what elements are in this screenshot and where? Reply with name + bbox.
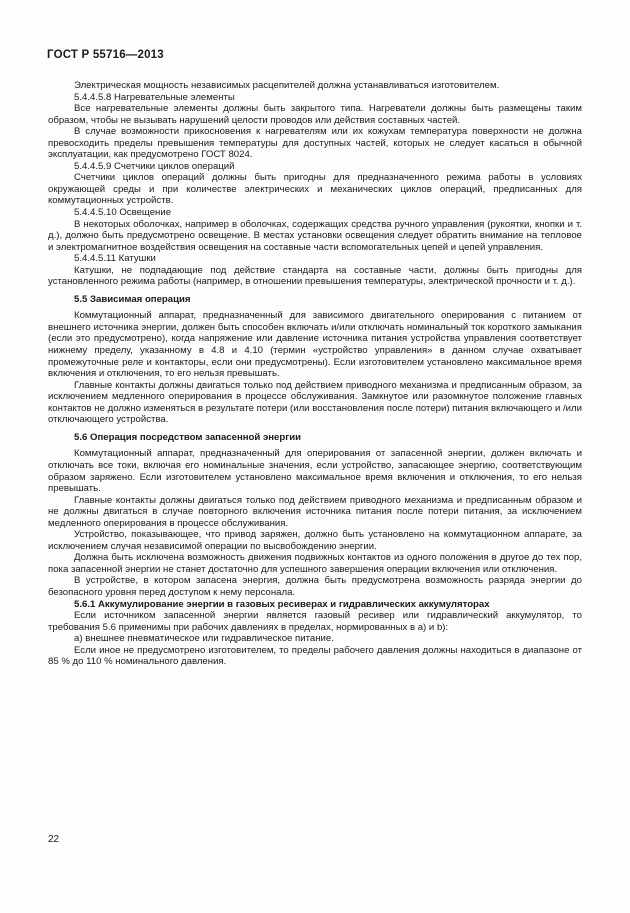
paragraph: В случае возможности прикосновения к нагревателям или их кожухам температура поверхности не должна превосходить пределы превышения температуры для доступных частей, которых не следует касаться в обычной эксплуатации, как предусмотрено ГОСТ 8024. bbox=[48, 126, 582, 161]
paragraph: Все нагревательные элементы должны быть закрытого типа. Нагреватели должны быть размещены таким образом, чтобы не вызывать нарушений целости проводов или действия составных частей. bbox=[48, 103, 582, 126]
paragraph: Катушки, не подпадающие под действие стандарта на составные части, должны быть пригодны для установленного режима работы (например, в отношении превышения температуры, электрической прочности и т. д.). bbox=[48, 264, 582, 288]
clause-heading: 5.4.4.5.9 Счетчики циклов операций bbox=[74, 160, 235, 172]
paragraph: Если источником запасенной энергии является газовый ресивер или гидравлический аккумулятор, то требования 5.6 применимы при рабочих давлениях в пределах, нормированных в а) и b): bbox=[48, 610, 582, 633]
paragraph: Счетчики циклов операций должны быть пригодны для предназначенного режима работы в условиях окружающей среды и при количестве электрических и механических циклов операций, предписанных для коммутационных устройств. bbox=[48, 172, 582, 207]
clause-heading: 5.4.4.5.10 Освещение bbox=[74, 207, 172, 219]
page-number: 22 bbox=[48, 834, 60, 845]
paragraph: Должна быть исключена возможность движения подвижных контактов из одного положения в другое до тех пор, пока запасенной энергии не станет достаточно для успешного завершения операции включения или отключения. bbox=[48, 552, 582, 575]
clause-heading: 5.4.4.5.11 Катушки bbox=[74, 253, 156, 265]
paragraph: Устройство, показывающее, что привод заряжен, должно быть установлено на коммутационном аппарате, за исключением случая независимой операции по высвобождению энергии. bbox=[48, 529, 582, 552]
document-header: ГОСТ Р 55716—2013 bbox=[47, 49, 164, 61]
paragraph: В устройстве, в котором запасена энергия, должна быть предусмотрена возможность разряда энергии до безопасного уровня перед доступом к нему персонала. bbox=[48, 575, 582, 598]
paragraph: Электрическая мощность независимых расцепителей должна устанавливаться изготовителем. bbox=[74, 80, 500, 91]
section-heading: 5.6 Операция посредством запасенной энергии bbox=[74, 431, 302, 443]
paragraph: Коммутационный аппарат, предназначенный для зависимого двигательного оперирования с питанием от внешнего источника энергии, должен быть способен включать и/или отключать номинальный ток короткого замыкания (если это предусмотрено), когда напряжение или давление источника питания устройства управления соответствует нижнему пределу, указанному в 4.8 и 4.10 (термин «устройство управления» в данном случае охватывает промежуточные реле и контакторы, если они предусмотрены). Если изготовителем установлено максимальное время включения и отключения, то его нельзя превышать. bbox=[48, 310, 582, 380]
subsection-heading: 5.6.1 Аккумулирование энергии в газовых ресиверах и гидравлических аккумуляторах bbox=[74, 598, 490, 610]
paragraph: Коммутационный аппарат, предназначенный для оперирования от запасенной энергии, должен включать и отключать все токи, включая его номинальные значения, если устройство, запасающее энергию, соответствующим образом заряжено. Если изготовителем установлено максимальное время включения и отключения, то его нельзя превышать. bbox=[48, 448, 582, 495]
section-heading: 5.5 Зависимая операция bbox=[74, 293, 191, 305]
paragraph: Главные контакты должны двигаться только под действием приводного механизма и предписанным образом и не должны двигаться в случае повторного включения источника питания после потери питания, за исключением медленного оперирования в процессе обслуживания. bbox=[48, 494, 582, 529]
document-body bbox=[48, 80, 582, 668]
paragraph: Главные контакты должны двигаться только под действием приводного механизма и предписанным образом, за исключением медленного оперирования в процессе обслуживания. Замкнутое или разомкнутое положение главных контактов не должно изменяться в результате потери (или восстановления после потери) питания включающего и /или отключающего устройства. bbox=[48, 379, 582, 426]
list-item: а) внешнее пневматическое или гидравлическое питание. bbox=[74, 633, 334, 645]
clause-heading: 5.4.4.5.8 Нагревательные элементы bbox=[74, 91, 235, 103]
paragraph: Если иное не предусмотрено изготовителем, то пределы рабочего давления должны находиться в диапазоне от 85 % до 110 % номинального давления. bbox=[48, 644, 582, 668]
paragraph: В некоторых оболочках, например в оболочках, содержащих средства ручного управления (рукоятки, кнопки и т. д.), должно быть предусмотрено освещение. В местах установки освещения следует обратить внимание на тепловое и электромагнитное воздействия освещения на составные части вспомогательных цепей и цепей управления. bbox=[48, 218, 582, 253]
